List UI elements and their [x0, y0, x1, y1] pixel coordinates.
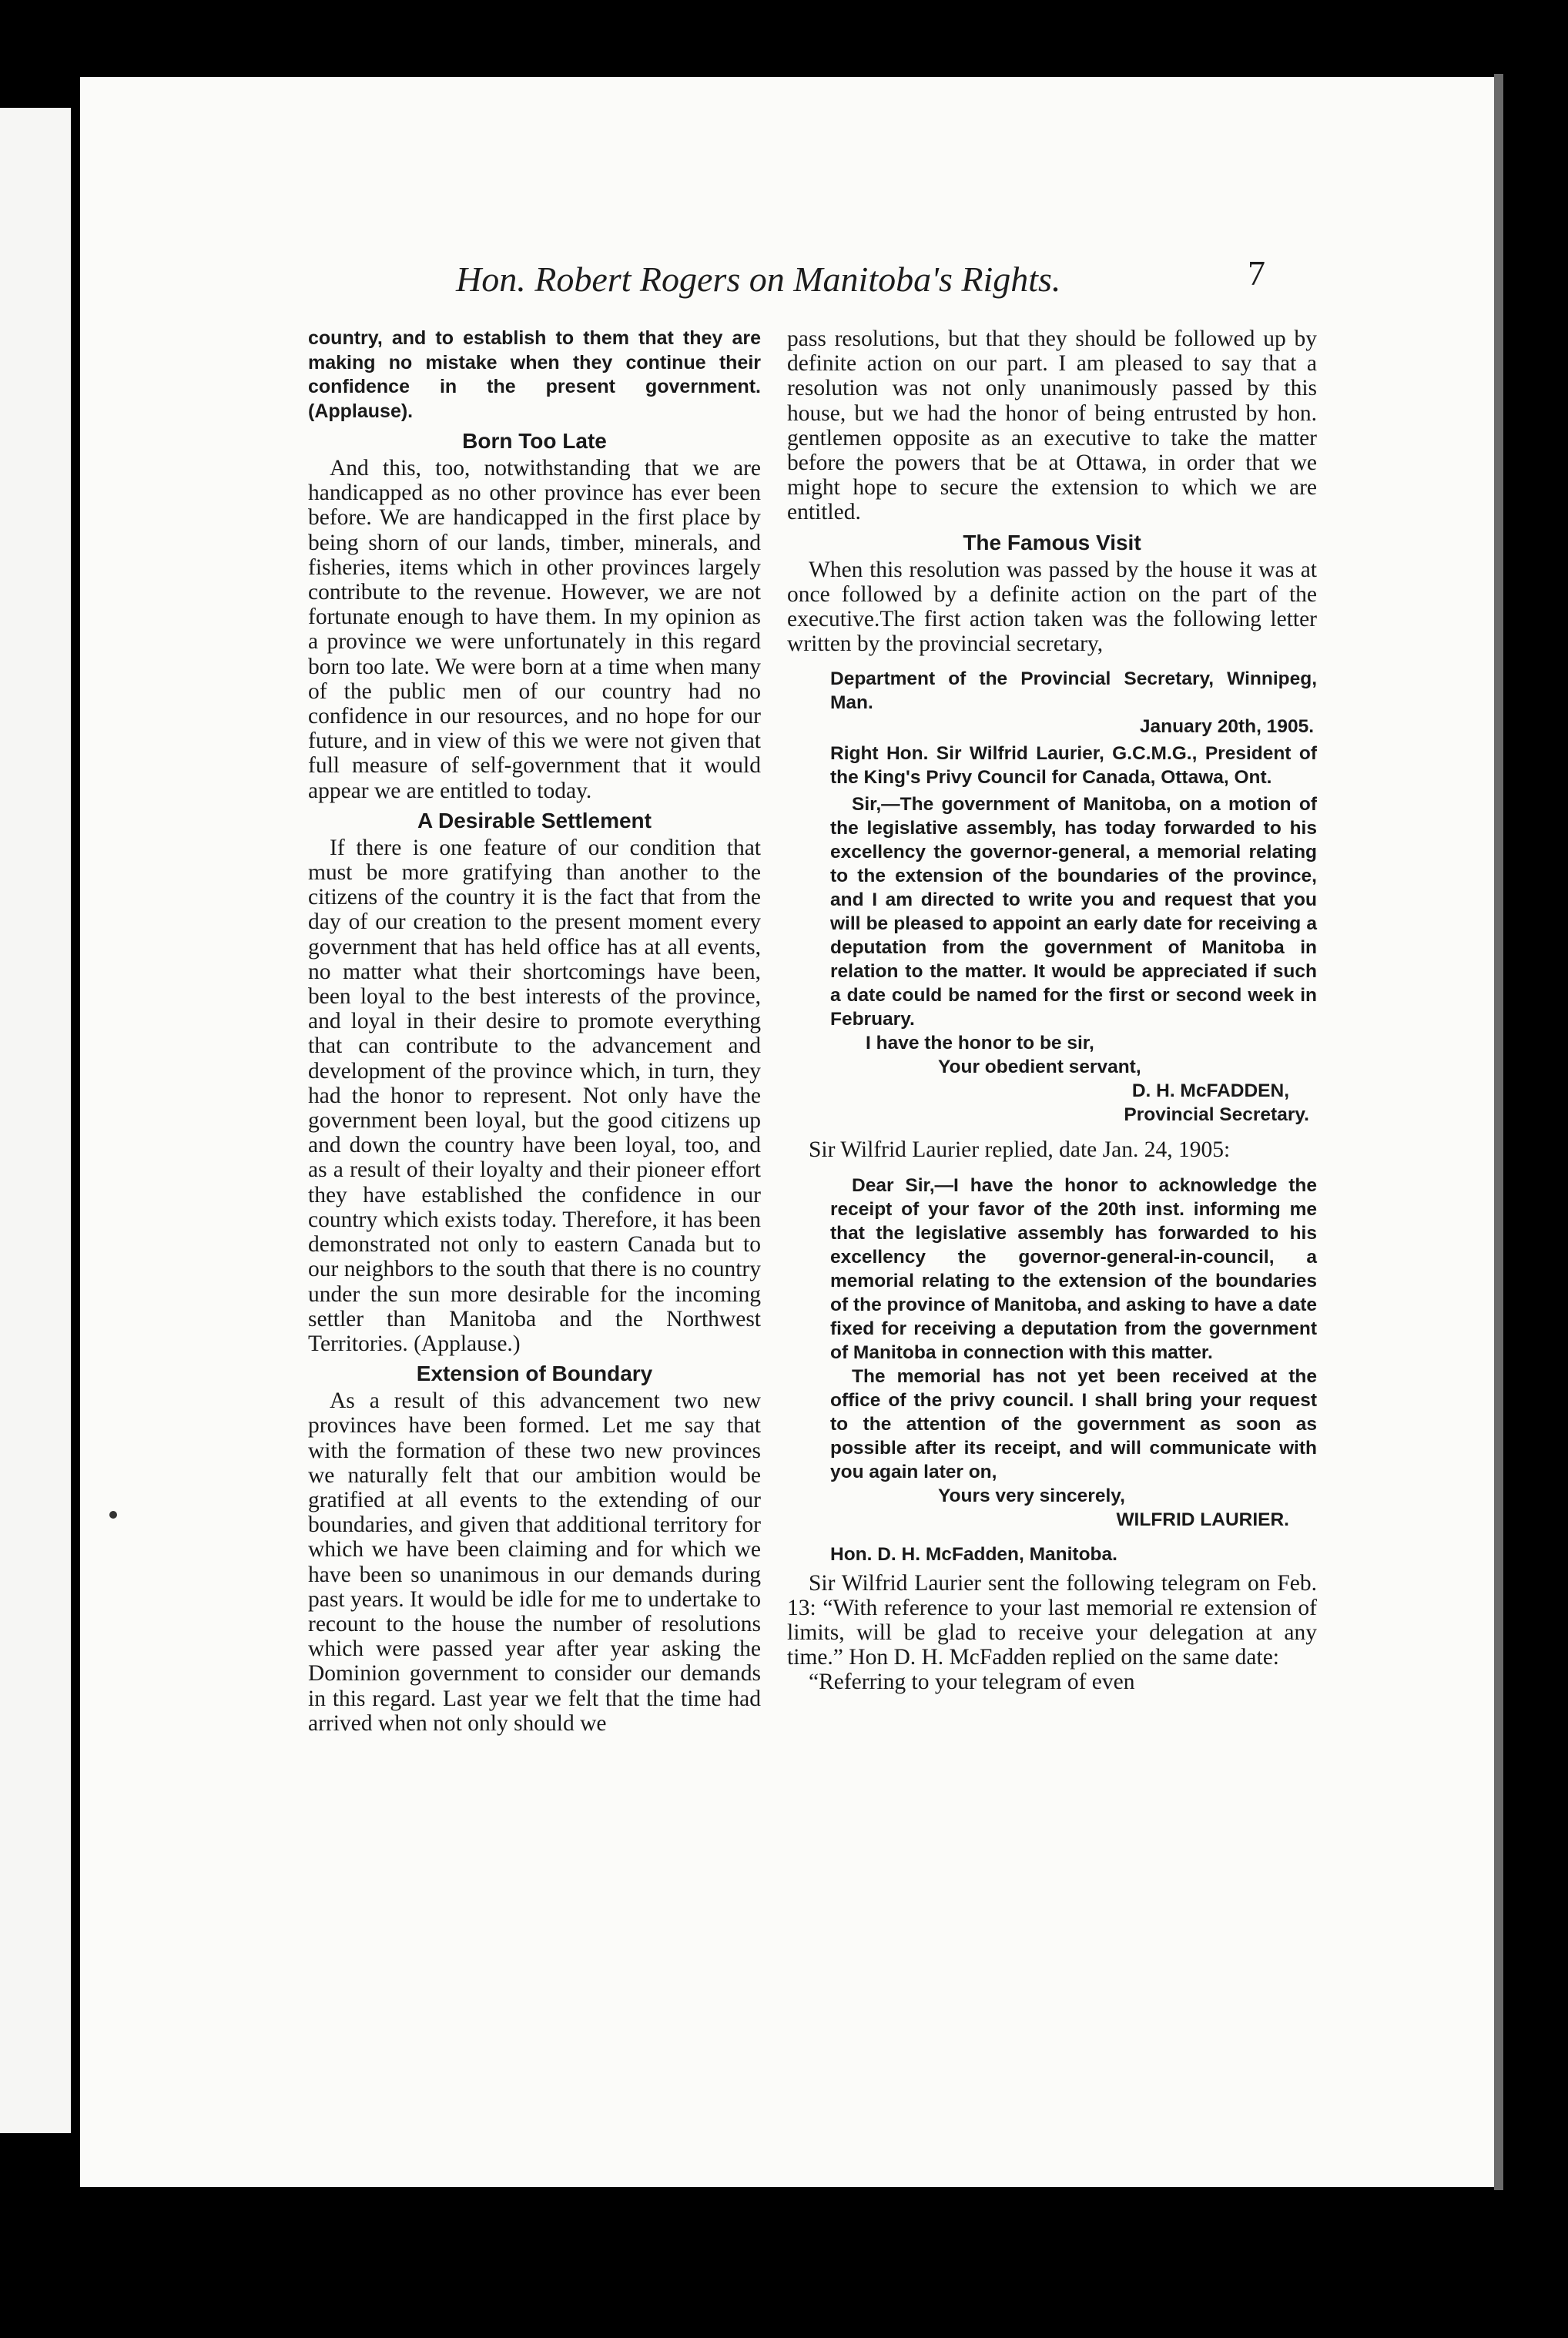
heading-desirable-settlement: A Desirable Settlement — [417, 808, 652, 832]
letter-closing: Your obedient servant, — [938, 1057, 1141, 1078]
page-shadow — [1494, 74, 1503, 2190]
heading-born-too-late: Born Too Late — [462, 429, 607, 453]
letter-signature: WILFRID LAURIER. — [1116, 1509, 1289, 1530]
letter-date: January 20th, 1905. — [1139, 716, 1314, 738]
letter-closing: Yours very sincerely, — [938, 1485, 1125, 1506]
paragraph: If there is one feature of our condition that must be more gratifying than another to the citizens of the country it is the fact that from the day of our creation to the present moment every government that has held office has at all events, no matter what their shortcomings have been, been loyal to the best interests of the province, and loyal in their desire to promote everything that can contribute to the advancement and development of the province which, in turn, they had the honor to represent. Not only have the government been loyal, but the good citizens up and down the country have been loyal, too, and as a result of their loyalty and their pioneer effort they have established the confidence in our country which exists today. Therefore, it has been demonstrated not only to eastern Canada but to our neighbors to the south that there is no country under the sun more desirable for the incoming settler than Manitoba and the Northwest Territories. (Applause.) — [308, 835, 761, 1356]
paragraph: Sir Wilfrid Laurier replied, date Jan. 24, 1905: — [809, 1137, 1231, 1163]
letter-laurier — [787, 1174, 1317, 1532]
page-header — [382, 253, 1352, 305]
paragraph: When this resolution was passed by the house it was at once followed by a definite action on the part of the executive.The first action taken was the following letter written by the provincial secretary, — [787, 557, 1317, 657]
letter-addressee: Hon. D. H. McFadden, Manitoba. — [830, 1543, 1117, 1565]
paragraph: pass resolutions, but that they should be followed up by definite action on our part. I am pleased to say that a resolution was not only unanimously passed by this house, but we had the honor of being entrusted by hon. gentlemen opposite as an executive to take the matter before the powers that be at Ottawa, in order that we might hope to secure the extension to which we are entitled. — [787, 327, 1317, 525]
letter-from: Department of the Provincial Secretary, Winnipeg, Man. — [830, 668, 1317, 714]
heading-extension-of-boundary: Extension of Boundary — [416, 1362, 653, 1386]
letter-recipient: Right Hon. Sir Wilfrid Laurier, G.C.M.G., President of the King's Privy Council for Canada, Ottawa, Ont. — [830, 743, 1317, 789]
right-column — [787, 327, 1317, 1695]
book-gutter — [71, 108, 80, 2133]
left-column — [308, 327, 761, 1736]
intro-paragraph: country, and to establish to them that they are making no mistake when they continue their confidence in the present government. (Applause). — [308, 327, 761, 422]
letter-body: The memorial has not yet been received at the office of the privy council. I shall bring your request to the attention of the government as soon as possible after its receipt, and will communicate with you again later on, — [830, 1365, 1317, 1482]
paragraph: As a result of this advancement two new provinces have been formed. Let me say that with the formation of these two new provinces we naturally felt that our ambition would be gratified at all events to the extending of our boundaries, and given that additional territory for which we have been claiming and for which we have been so unanimous in our demands during past years. It would be idle for me to undertake to recount to the house the number of resolutions which were passed year after year asking the Dominion government to consider our demands in this regard. Last year we felt that the time had arrived when not only should we — [308, 1388, 761, 1736]
letter-closing: I have the honor to be sir, — [866, 1033, 1094, 1054]
facing-page-edge — [0, 108, 71, 2133]
letter-mcfadden — [787, 667, 1317, 1127]
margin-mark — [109, 1511, 117, 1519]
paragraph: Sir Wilfrid Laurier sent the following telegram on Feb. 13: “With reference to your last memorial re extension of limits, will be glad to receive your delegation at any time.” Hon D. H. McFadden replied on the same date: — [787, 1570, 1317, 1670]
page-number: 7 — [1248, 253, 1265, 293]
letter-signature-title: Provincial Secretary. — [1124, 1104, 1309, 1126]
letter-body: Sir,—The government of Manitoba, on a motion of the legislative assembly, has today forwarded to his excellency the governor-general, a memorial relating to the extension of the boundaries of the province, and I am directed to write you and request that you will be pleased to appoint an early date for receiving a deputation from the government of Manitoba in relation to the matter. It would be appreciated if such a date could be named for the first or second week in February. — [830, 794, 1317, 1030]
heading-famous-visit: The Famous Visit — [963, 530, 1141, 554]
paragraph: “Referring to your telegram of even — [809, 1670, 1135, 1695]
letter-body: Dear Sir,—I have the honor to acknowledge the receipt of your favor of the 20th inst. informing me that the legislative assembly has forwarded to his excellency the governor-general-in-council, a memorial relating to the extension of the boundaries of the province of Manitoba, and asking to have a date fixed for receiving a deputation from the government of Manitoba in connection with this matter. — [830, 1174, 1317, 1363]
running-title: Hon. Robert Rogers on Manitoba's Rights. — [456, 260, 1061, 299]
letter-signature: D. H. McFADDEN, — [1131, 1080, 1289, 1102]
paragraph: And this, too, notwithstanding that we are handicapped as no other province has ever been before. We are handicapped in the first place by being shorn of our lands, timber, minerals, and fisheries, items which in other provinces largely contribute to the revenue. However, we are not fortunate enough to have them. In my opinion as a province we were unfortunately in this regard born too late. We were born at a time when many of the public men of our country had no confidence in our resources, and no hope for our future, and in view of this we were not given that full measure of self-government that it would appear we are entitled to today. — [308, 456, 761, 803]
